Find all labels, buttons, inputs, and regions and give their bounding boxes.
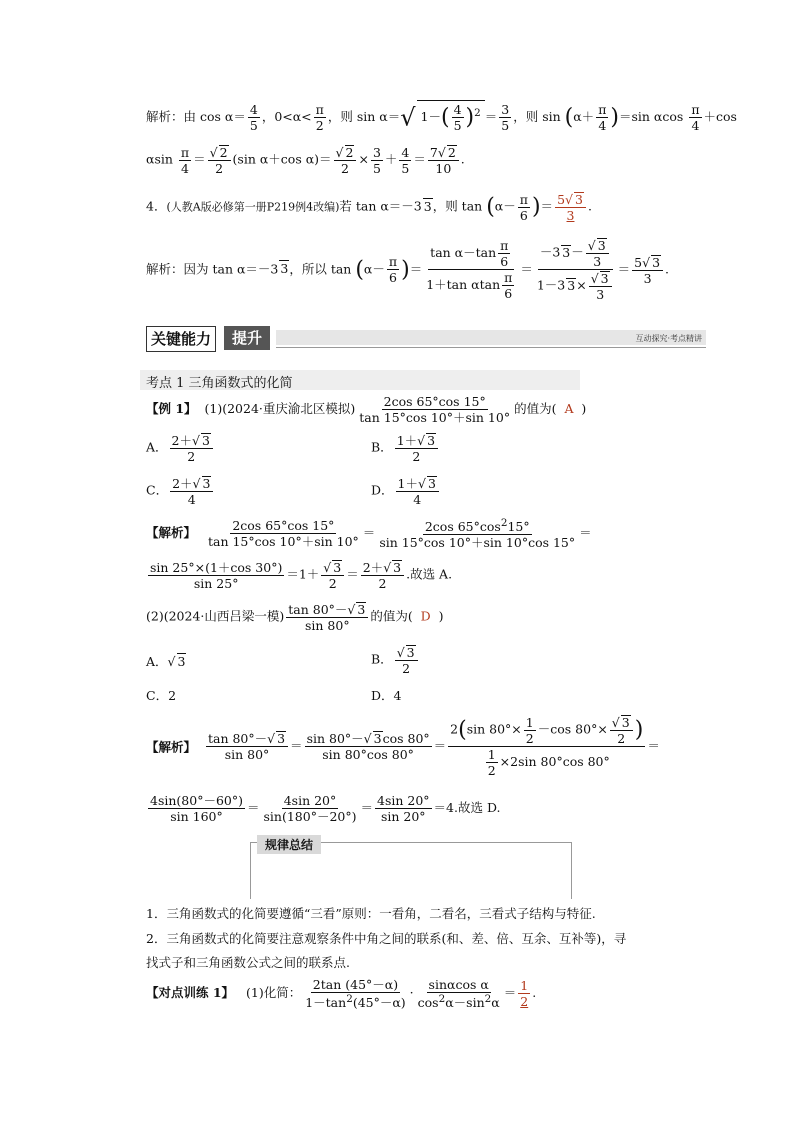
section-title: 关键能力 [146, 326, 216, 352]
option-A: A． $\frac{2+√ 3}{2}$ [146, 433, 215, 463]
p2-option-D: D．4 [371, 688, 402, 703]
kp1-title: 考点 1 三角函数式的化简 [146, 376, 293, 391]
example1-part1: 【例 1】 (1)(2024·重庆渝北区模拟) $\frac{2\cos 65^\circ\cos 15^\circ}{\tan 15^\circ\cos 10^\circ+\sin 10^\circ}$ 的值为( A ) [146, 394, 587, 426]
q3-solution-line2: αsin $\frac{\pi}{4}$ ＝ $\frac{√ 2}{2}$ (sin α＋cos α)＝ $\frac{√ 2}{2}$ × $\frac{3}{5}$ ＋ $\frac{4}{5}$ ＝ $\frac{7√ 2}{10}$ . [146, 144, 465, 177]
solution-label: 解析： [146, 261, 184, 277]
rule-2: 2．三角函数式的化简要注意观察条件中角之间的联系(和、差、倍、互余、互补等)，寻 [146, 931, 627, 946]
section-note: 互动探究·考点精讲 [635, 334, 702, 343]
q4-solution: 解析：因为 tan α＝－3 3，所以 tan (α－ $\frac{\pi}{6}$ )＝ tan α－tan $\frac{\pi}{6}$ 1＋tan αtan $\frac{\pi}{6}$ ＝ －3 3－ $\frac{√ 3}{3}$ 1－3 3× $\frac{√ 3}{3}$ ＝ $\frac{5√ 3}{3}$ . [146, 238, 669, 303]
answer-blank: $\frac{5√ 3}{3}$ [555, 192, 586, 222]
answer-D: D [420, 608, 431, 624]
section-banner [146, 326, 706, 350]
solution-label: 【解析】 [146, 525, 197, 541]
solution-label: 【解析】 [146, 739, 197, 755]
rules-box [250, 838, 572, 899]
practice-answer: $\frac{1}{2}$ [520, 978, 529, 1010]
question-4: 4．(人教A版必修第一册P219例4改编)若 tan α＝－3 3，则 tan (α－ $\frac{\pi}{6}$ )＝ $\frac{5√ 3}{3}$ . [146, 191, 592, 224]
p2-option-A: A．√ 3 [146, 654, 186, 669]
example1-part2: (2)(2024·山西吕梁一模) $\frac{\tan 80^\circ-√ 3}{\sin 80^\circ}$ 的值为( D ) [146, 602, 444, 634]
practice-1: 【对点训练 1】 (1)化简： $\frac{2\tan (45^\circ-\alpha)}{1-\tan^2(45^\circ-\alpha)}$ · $\frac{\text{sinαcos α}}{\cos^2\alpha-\sin^2\alpha}$ ＝ $\frac{1}{2}$ . [146, 977, 537, 1011]
ex1-solution-line1: 【解析】 $\frac{2\cos 65^\circ\cos 15^\circ}{\tan 15^\circ\cos 10^\circ+\sin 10^\circ}$ ＝ $\frac{2\cos 65^\circ\cos^215^\circ}{\sin 15^\circ\cos 10^\circ+\sin 10^\circ\cos 15^\circ}$ ＝ [146, 517, 592, 551]
ex1p2-solution-line1: 【解析】 $\frac{\tan 80^\circ-√ 3}{\sin 80^\circ}$ ＝ $\frac{\sin 80^\circ-√ 3\cos 80^\circ}{\sin 80^\circ\cos 80^\circ}$ ＝ 2(sin 80°× $\frac{1}{2}$ －cos 80°× $\frac{√ 3}{2}$ ) $\frac{1}{2}$ ×2sin 80°cos 80° ＝ [146, 714, 660, 779]
q3-solution-line1: 解析：由 cos α＝ $\frac{4}{5}$ ，0<α< $\frac{\pi}{2}$ ，则 sin α＝√ 1－( $\frac{4}{5}$ )$^2$ ＝ $\frac{3}{5}$ ，则 sin (α＋ $\frac{\pi}{4}$ )＝sin αcos $\frac{\pi}{4}$ ＋cos [146, 102, 737, 134]
p2-option-B: B． $\frac{√ 3}{2}$ [371, 645, 420, 675]
sqrt-expression: 1－( $\frac{4}{5}$ )$^2$ [417, 100, 485, 134]
option-B: B． $\frac{1+√ 3}{2}$ [371, 433, 440, 463]
p2-option-C: C．2 [146, 688, 177, 703]
fraction: $\frac{4}{5}$ [249, 102, 258, 134]
rule-1: 1．三角函数式的化简要遵循“三看”原则：一看角，二看名，三看式子结构与特征. [146, 906, 596, 921]
practice-label: 【对点训练 1】 [146, 985, 235, 1001]
section-title-highlight: 提升 [224, 326, 270, 350]
ex1-solution-line2: $\frac{\sin 25^\circ\times(1+\cos 30^\circ)}{\sin 25^\circ}$ ＝1＋ $\frac{√ 3}{2}$ ＝ $\frac{2+√ 3}{2}$ .故选 A. [150, 559, 453, 592]
solution-label: 解析： [146, 109, 184, 125]
example-label: 【例 1】 [146, 401, 197, 417]
option-C: C． $\frac{2+√ 3}{4}$ [146, 476, 215, 506]
option-D: D． $\frac{1+√ 3}{4}$ [371, 476, 441, 506]
answer-A: A [564, 401, 574, 417]
ex1p2-solution-line2: $\frac{4\sin(80^\circ-60^\circ)}{\sin 160^\circ}$ ＝ $\frac{4\sin 20^\circ}{\sin(180^\circ-20^\circ)}$ ＝ $\frac{4\sin 20^\circ}{\sin 20^\circ}$ ＝4.故选 D. [150, 793, 501, 825]
rule-2-cont: 找式子和三角函数公式之间的联系点. [146, 955, 350, 970]
rules-box-title: 规律总结 [257, 835, 321, 854]
